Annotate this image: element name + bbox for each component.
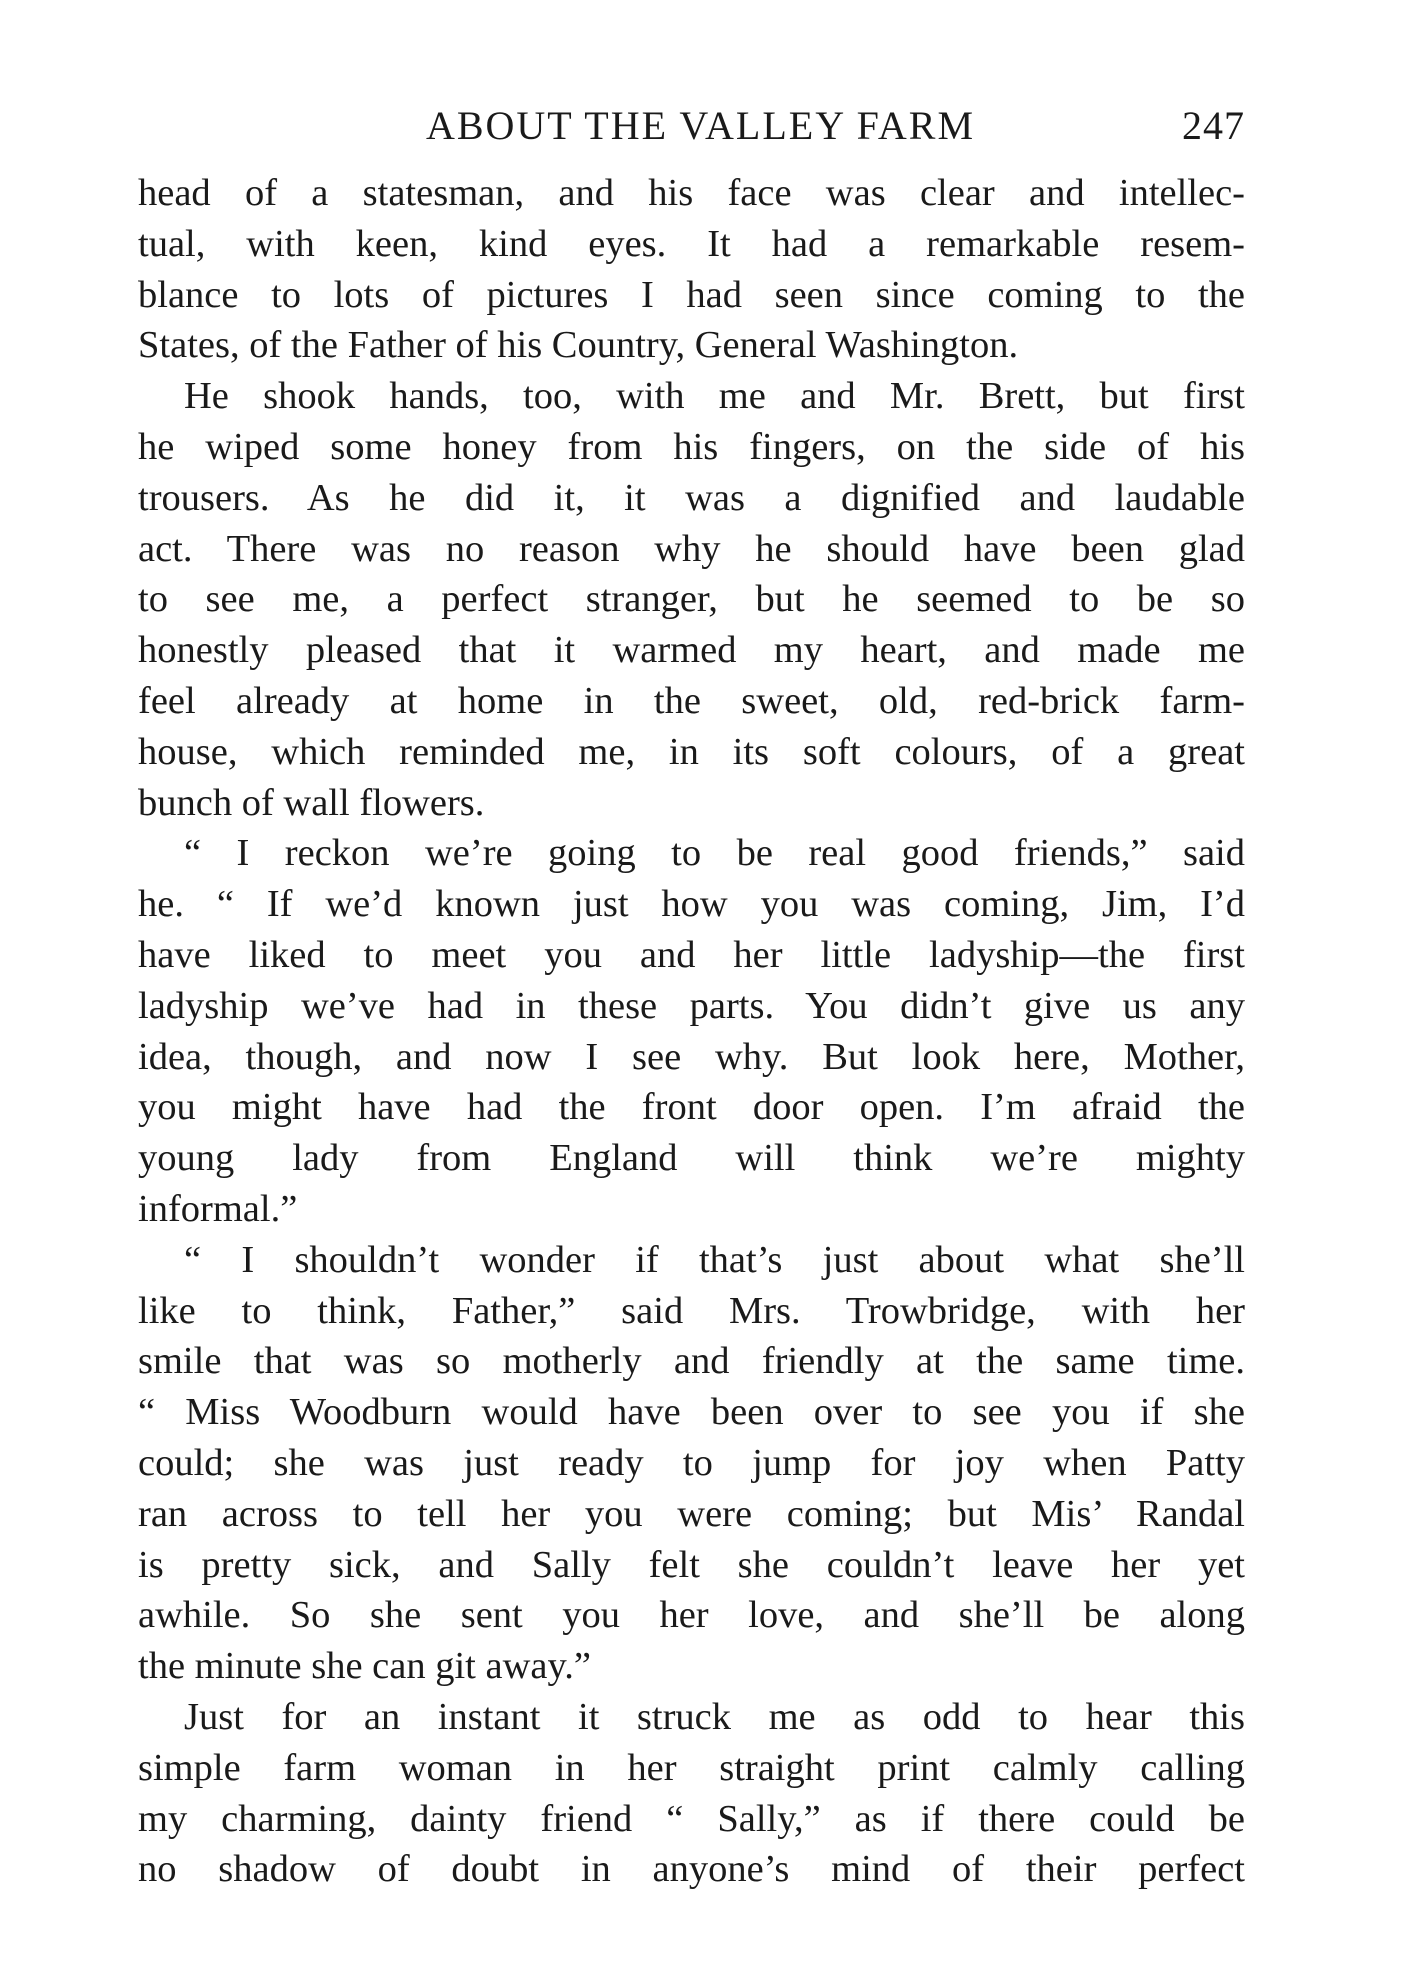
text-line: States, of the Father of his Country, General Washington.	[138, 324, 1019, 367]
text-line: ran across to tell her you were coming; but Mis’ Randal	[138, 1492, 1245, 1535]
text-line: smile that was so motherly and friendly at the same time.	[138, 1340, 1245, 1383]
text-line: bunch of wall flowers.	[138, 781, 485, 824]
text-line: young lady from England will think we’re mighty	[138, 1137, 1245, 1180]
text-line: “ I shouldn’t wonder if that’s just about what she’ll	[184, 1238, 1245, 1281]
page-number: 247	[1182, 103, 1245, 148]
text-line: feel already at home in the sweet, old, red-brick farm-	[138, 679, 1245, 722]
text-line: the minute she can git away.”	[138, 1645, 591, 1688]
text-line: to see me, a perfect stranger, but he seemed to be so	[138, 578, 1245, 621]
text-line: simple farm woman in her straight print calmly calling	[138, 1746, 1245, 1789]
text-line: blance to lots of pictures I had seen since coming to the	[138, 273, 1245, 316]
text-line: you might have had the front door open. I’m afraid the	[138, 1086, 1245, 1129]
text-line: idea, though, and now I see why. But look here, Mother,	[138, 1035, 1245, 1078]
text-line: he wiped some honey from his fingers, on the side of his	[138, 425, 1245, 468]
text-line: is pretty sick, and Sally felt she couldn’t leave her yet	[138, 1543, 1245, 1586]
text-line: honestly pleased that it warmed my heart, and made me	[138, 629, 1245, 672]
text-line: informal.”	[138, 1187, 298, 1230]
text-line: my charming, dainty friend “ Sally,” as if there could be	[138, 1797, 1245, 1840]
text-line: ladyship we’ve had in these parts. You didn’t give us any	[138, 984, 1245, 1027]
text-line: “ Miss Woodburn would have been over to see you if she	[138, 1391, 1245, 1434]
body-text	[138, 168, 1245, 1895]
running-head	[138, 96, 1245, 156]
text-line: he. “ If we’d known just how you was coming, Jim, I’d	[138, 883, 1245, 926]
text-line: trousers. As he did it, it was a dignified and laudable	[138, 476, 1245, 519]
text-line: He shook hands, too, with me and Mr. Brett, but first	[184, 375, 1245, 418]
text-line: no shadow of doubt in anyone’s mind of their perfect	[138, 1848, 1245, 1891]
text-line: awhile. So she sent you her love, and she’ll be along	[138, 1594, 1245, 1637]
text-line: like to think, Father,” said Mrs. Trowbridge, with her	[138, 1289, 1245, 1332]
text-line: tual, with keen, kind eyes. It had a remarkable resem-	[138, 222, 1245, 265]
text-line: act. There was no reason why he should have been glad	[138, 527, 1245, 570]
text-line: “ I reckon we’re going to be real good friends,” said	[184, 832, 1245, 875]
text-line: head of a statesman, and his face was clear and intellec-	[138, 172, 1245, 214]
text-line: have liked to meet you and her little ladyship—the first	[138, 933, 1245, 976]
text-line: could; she was just ready to jump for joy when Patty	[138, 1441, 1245, 1484]
text-line: Just for an instant it struck me as odd to hear this	[184, 1695, 1245, 1738]
text-line: house, which reminded me, in its soft colours, of a great	[138, 730, 1245, 773]
running-title: ABOUT THE VALLEY FARM	[425, 103, 976, 148]
